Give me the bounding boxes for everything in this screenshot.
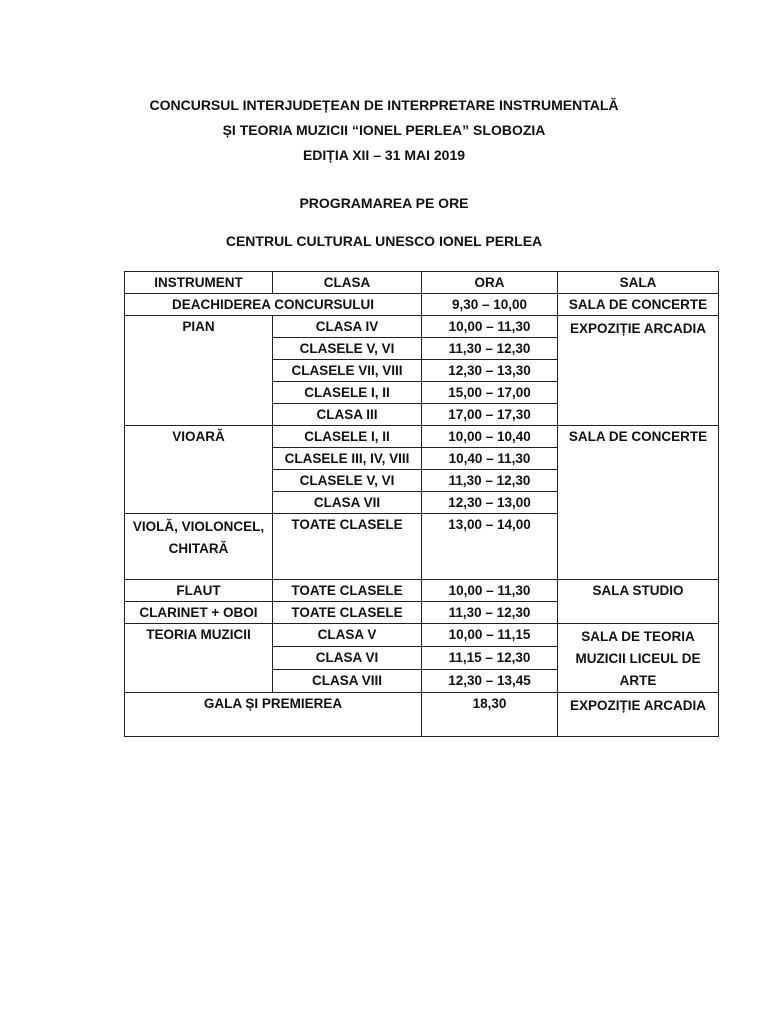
- pian-clasa: CLASELE VII, VIII: [273, 360, 422, 382]
- header-sala: SALA: [558, 272, 719, 294]
- gala-ora: 18,30: [422, 693, 558, 737]
- header-clasa: CLASA: [273, 272, 422, 294]
- table-row: [125, 624, 719, 647]
- teoria-sala: SALA DE TEORIA MUZICII LICEUL DE ARTE: [558, 624, 719, 693]
- pian-clasa: CLASELE I, II: [273, 382, 422, 404]
- flaut-clasa: TOATE CLASELE: [273, 580, 422, 602]
- vioara-ora: 12,30 – 13,00: [422, 492, 558, 514]
- document-header: [0, 93, 768, 168]
- flaut-ora: 10,00 – 11,30: [422, 580, 558, 602]
- vioara-clasa: CLASELE I, II: [273, 426, 422, 448]
- vioara-ora: 10,40 – 11,30: [422, 448, 558, 470]
- clarinet-clasa: TOATE CLASELE: [273, 602, 422, 624]
- teoria-clasa: CLASA V: [273, 624, 422, 647]
- teoria-instrument: TEORIA MUZICII: [125, 624, 273, 693]
- table-row: [125, 294, 719, 316]
- vioara-clasa: CLASELE III, IV, VIII: [273, 448, 422, 470]
- pian-ora: 10,00 – 11,30: [422, 316, 558, 338]
- table-row: [125, 426, 719, 448]
- pian-ora: 17,00 – 17,30: [422, 404, 558, 426]
- pian-clasa: CLASA IV: [273, 316, 422, 338]
- pian-clasa: CLASELE V, VI: [273, 338, 422, 360]
- schedule-table: [124, 271, 719, 737]
- viola-instrument: VIOLĂ, VIOLONCEL, CHITARĂ: [125, 514, 273, 580]
- opening-ora: 9,30 – 10,00: [422, 294, 558, 316]
- table-row: [125, 316, 719, 338]
- header-line-2: ȘI TEORIA MUZICII “IONEL PERLEA” SLOBOZIA: [222, 122, 546, 138]
- header-instrument: INSTRUMENT: [125, 272, 273, 294]
- table-row: [125, 693, 719, 737]
- teoria-clasa: CLASA VIII: [273, 670, 422, 693]
- pian-clasa: CLASA III: [273, 404, 422, 426]
- vioara-ora: 11,30 – 12,30: [422, 470, 558, 492]
- vioara-ora: 10,00 – 10,40: [422, 426, 558, 448]
- venue-title: CENTRUL CULTURAL UNESCO IONEL PERLEA: [225, 233, 543, 249]
- header-line-3: EDIȚIA XII – 31 MAI 2019: [302, 147, 466, 163]
- clarinet-instrument: CLARINET + OBOI: [125, 602, 273, 624]
- table-row: [125, 580, 719, 602]
- pian-ora: 12,30 – 13,30: [422, 360, 558, 382]
- clarinet-ora: 11,30 – 12,30: [422, 602, 558, 624]
- viola-ora: 13,00 – 14,00: [422, 514, 558, 580]
- header-ora: ORA: [422, 272, 558, 294]
- vioara-sala: SALA DE CONCERTE: [558, 426, 719, 580]
- vioara-instrument: VIOARĂ: [125, 426, 273, 514]
- teoria-ora: 11,15 – 12,30: [422, 647, 558, 670]
- teoria-ora: 10,00 – 11,15: [422, 624, 558, 647]
- gala-sala: EXPOZIȚIE ARCADIA: [558, 693, 719, 737]
- vioara-clasa: CLASELE V, VI: [273, 470, 422, 492]
- flaut-sala: SALA STUDIO: [558, 580, 719, 624]
- pian-instrument: PIAN: [125, 316, 273, 426]
- pian-ora: 11,30 – 12,30: [422, 338, 558, 360]
- opening-label: DEACHIDEREA CONCURSULUI: [125, 294, 422, 316]
- flaut-instrument: FLAUT: [125, 580, 273, 602]
- teoria-clasa: CLASA VI: [273, 647, 422, 670]
- vioara-clasa: CLASA VII: [273, 492, 422, 514]
- header-line-1: CONCURSUL INTERJUDEȚEAN DE INTERPRETARE INSTRUMENTALĂ: [149, 97, 619, 113]
- pian-sala: EXPOZIȚIE ARCADIA: [558, 316, 719, 426]
- table-header-row: [125, 272, 719, 294]
- pian-ora: 15,00 – 17,00: [422, 382, 558, 404]
- viola-clasa: TOATE CLASELE: [273, 514, 422, 580]
- teoria-ora: 12,30 – 13,45: [422, 670, 558, 693]
- opening-sala: SALA DE CONCERTE: [558, 294, 719, 316]
- schedule-subtitle: PROGRAMAREA PE ORE: [299, 195, 469, 211]
- gala-label: GALA ȘI PREMIEREA: [125, 693, 422, 737]
